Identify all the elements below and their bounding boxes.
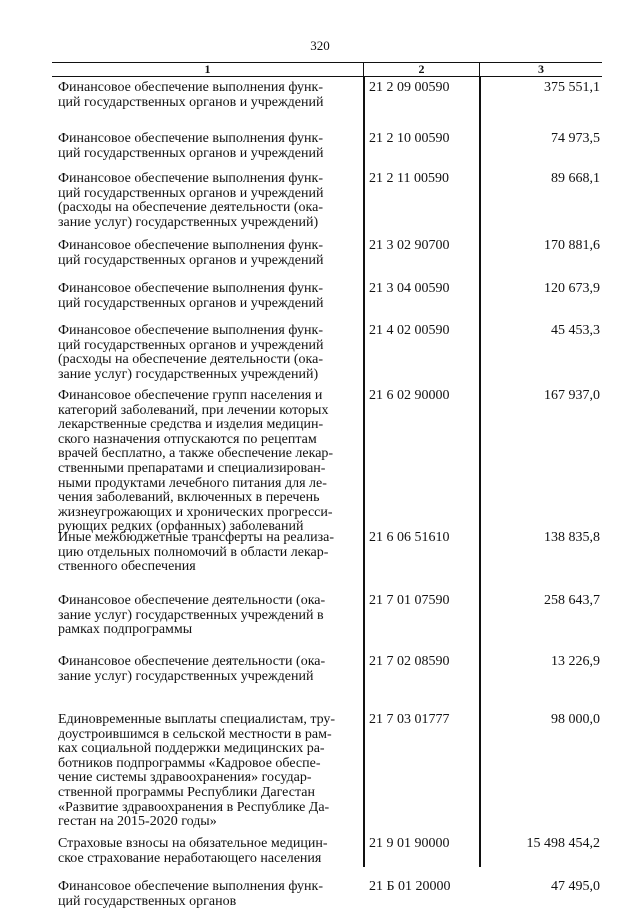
table-row bbox=[52, 239, 602, 268]
header-col-3: 3 bbox=[538, 62, 544, 76]
row-amount: 13 226,9 bbox=[551, 654, 600, 669]
row-description: Единовременные выплаты специалистам, тру- доустроившимся в сельской местности в рам- ках социальной поддержки медицинских ра- ботников подпрограммы «Кадровое обеспе- чение системы здравоохранения» государ- ственной программы Республики Дагестан «Развитие здравоохранения в Республике Да- гестан на 2015-2020 годы» bbox=[58, 712, 336, 830]
row-amount: 167 937,0 bbox=[544, 388, 600, 403]
row-description: Финансовое обеспечение выполнения функ- ций государственных органов и учреждений (расходы на обеспечение деятельности (ока- зание услуг) государственных учреждений) bbox=[58, 171, 324, 230]
row-code: 21 2 09 00590 bbox=[369, 80, 450, 95]
table-row bbox=[52, 389, 602, 535]
page-number: 320 bbox=[310, 38, 330, 53]
table-row bbox=[52, 132, 602, 161]
row-code: 21 Б 01 20000 bbox=[369, 879, 451, 894]
table-row bbox=[52, 713, 602, 830]
row-amount: 89 668,1 bbox=[551, 171, 600, 186]
row-description: Финансовое обеспечение выполнения функ- ций государственных органов и учреждений bbox=[58, 131, 324, 161]
row-code: 21 4 02 00590 bbox=[369, 323, 450, 338]
row-description: Финансовое обеспечение выполнения функ- ций государственных органов и учреждений (расходы на обеспечение деятельности (ока- зание услуг) государственных учреждений) bbox=[58, 323, 324, 382]
row-amount: 47 495,0 bbox=[551, 879, 600, 894]
row-description: Финансовое обеспечение выполнения функ- ций государственных органов и учреждений bbox=[58, 238, 324, 268]
table-row bbox=[52, 837, 602, 866]
budget-table bbox=[52, 62, 602, 909]
table-row bbox=[52, 282, 602, 311]
row-code: 21 7 02 08590 bbox=[369, 654, 450, 669]
table-row bbox=[52, 81, 602, 110]
row-code: 21 3 04 00590 bbox=[369, 281, 450, 296]
row-code: 21 2 11 00590 bbox=[369, 171, 449, 186]
row-amount: 74 973,5 bbox=[551, 131, 600, 146]
table-row bbox=[52, 655, 602, 684]
header-col-2: 2 bbox=[364, 63, 480, 76]
row-amount: 15 498 454,2 bbox=[526, 836, 600, 851]
row-code: 21 2 10 00590 bbox=[369, 131, 450, 146]
row-amount: 98 000,0 bbox=[551, 712, 600, 727]
table-row bbox=[52, 172, 602, 230]
row-description: Финансовое обеспечение деятельности (ока- зание услуг) государственных учреждений в рамках подпрограммы bbox=[58, 593, 326, 638]
table-header bbox=[52, 62, 602, 77]
row-description: Иные межбюджетные трансферты на реализа- цию отдельных полномочий в области лекар- ственного обеспечения bbox=[58, 530, 335, 575]
row-amount: 258 643,7 bbox=[544, 593, 600, 608]
row-description: Финансовое обеспечение выполнения функ- ций государственных органов bbox=[58, 879, 324, 909]
row-code: 21 9 01 90000 bbox=[369, 836, 450, 851]
row-description: Финансовое обеспечение выполнения функ- ций государственных органов и учреждений bbox=[58, 80, 324, 110]
header-col-1: 1 bbox=[52, 63, 364, 76]
row-code: 21 6 06 51610 bbox=[369, 530, 450, 545]
row-code: 21 6 02 90000 bbox=[369, 388, 450, 403]
row-code: 21 7 01 07590 bbox=[369, 593, 450, 608]
row-amount: 375 551,1 bbox=[544, 80, 600, 95]
row-description: Финансовое обеспечение деятельности (ока- зание услуг) государственных учреждений bbox=[58, 654, 326, 684]
row-code: 21 3 02 90700 bbox=[369, 238, 450, 253]
row-amount: 138 835,8 bbox=[544, 530, 600, 545]
table-row bbox=[52, 594, 602, 638]
row-description: Страховые взносы на обязательное медицин- ское страхование неработающего населения bbox=[58, 836, 328, 866]
row-amount: 170 881,6 bbox=[544, 238, 600, 253]
row-amount: 120 673,9 bbox=[544, 281, 600, 296]
table-row bbox=[52, 531, 602, 575]
row-description: Финансовое обеспечение групп населения и категорий заболеваний, при лечении которых лекарственные средства и изделия медицин- ского назначения отпускаются по рецептам врачей бесплатно, а также обеспечение лекар- ственными препаратами и специализирован- ными продуктами лечебного питания для ле- чения заболеваний, включенных в перечень жизнеугрожающих и хронических прогресси- рующих редких (орфанных) заболеваний bbox=[58, 388, 334, 535]
row-code: 21 7 03 01777 bbox=[369, 712, 450, 727]
table-row bbox=[52, 324, 602, 382]
row-description: Финансовое обеспечение выполнения функ- ций государственных органов и учреждений bbox=[58, 281, 324, 311]
row-amount: 45 453,3 bbox=[551, 323, 600, 338]
